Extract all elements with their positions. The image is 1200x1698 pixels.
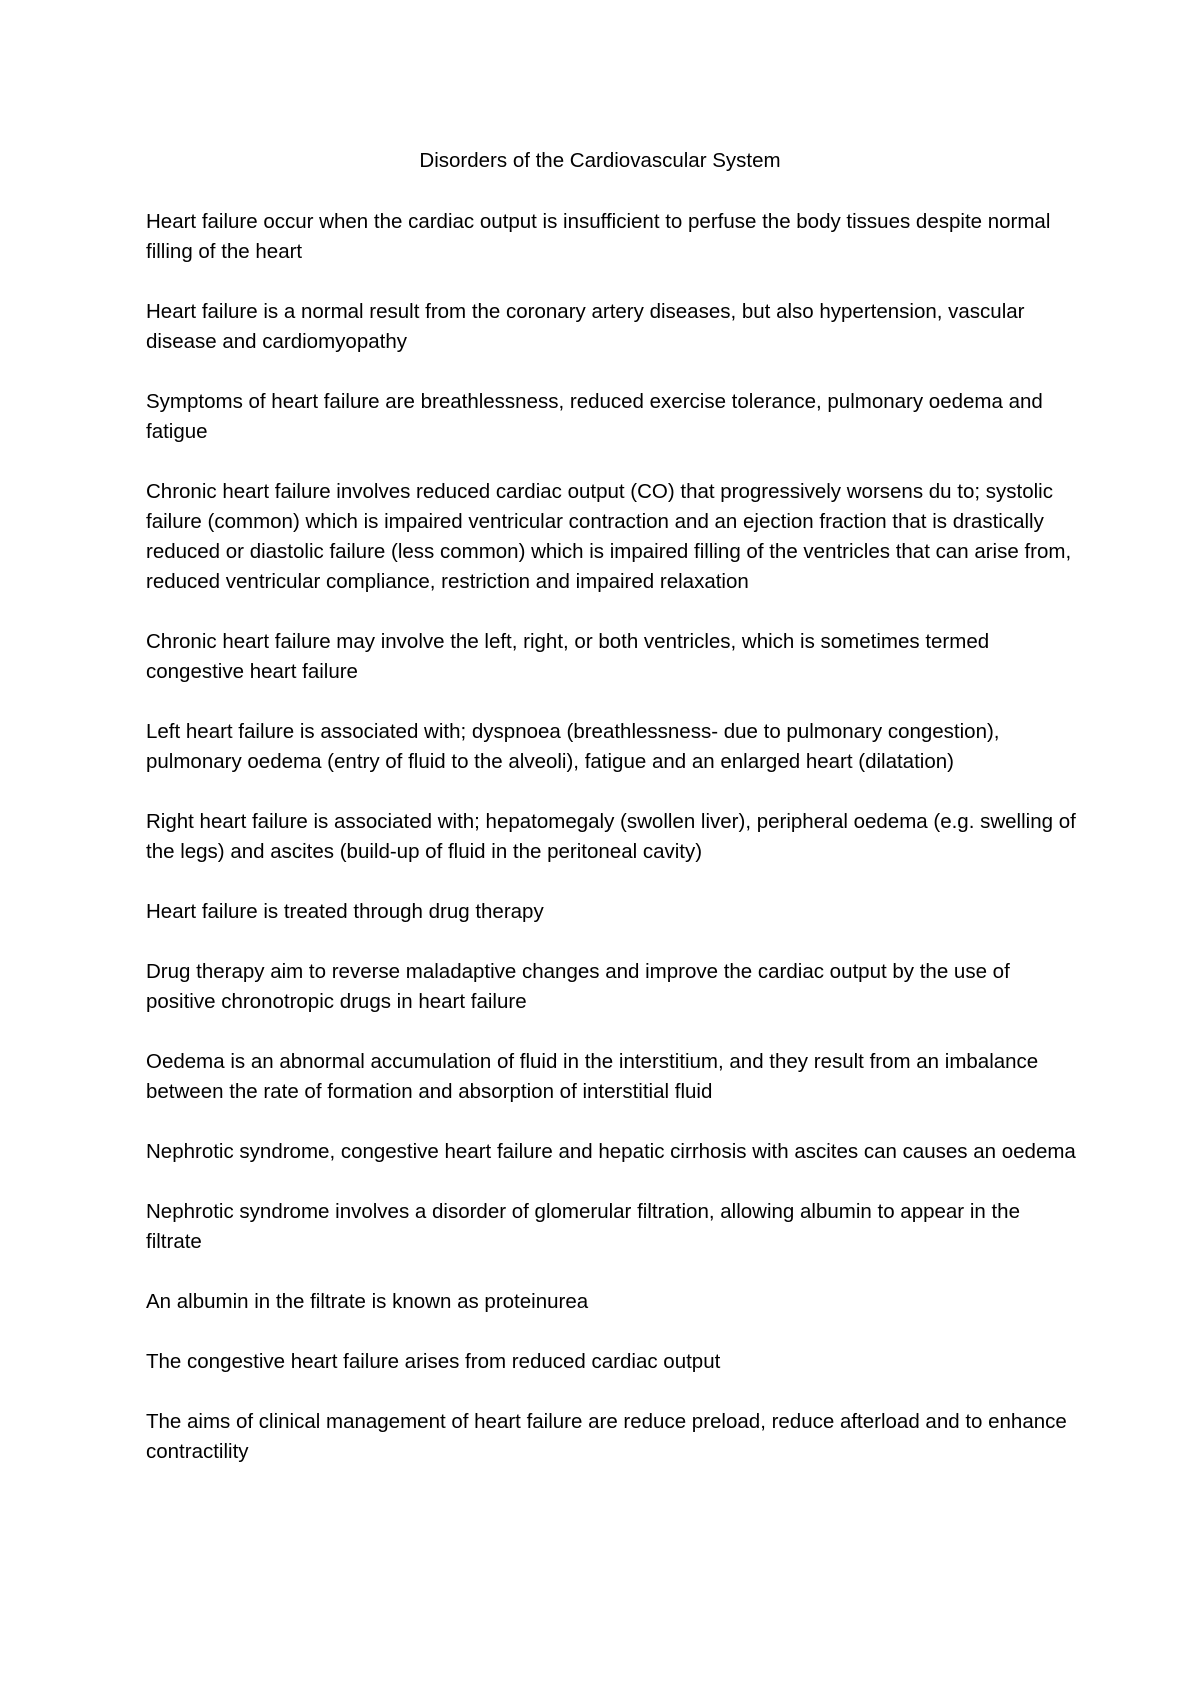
paragraph: Heart failure is treated through drug therapy [146, 900, 544, 923]
paragraph: The congestive heart failure arises from reduced cardiac output [146, 1350, 721, 1373]
paragraph: Drug therapy aim to reverse maladaptive changes and improve the cardiac output by the use of positive chronotropic drugs in heart failure [146, 960, 1010, 1013]
paragraph: Right heart failure is associated with; hepatomegaly (swollen liver), peripheral oedema (e.g. swelling of the legs) and ascites (build-up of fluid in the peritoneal cavity) [146, 810, 1076, 863]
paragraph: The aims of clinical management of heart failure are reduce preload, reduce afterload and to enhance contractility [146, 1410, 1067, 1463]
paragraph: Nephrotic syndrome involves a disorder of glomerular filtration, allowing albumin to appear in the filtrate [146, 1200, 1020, 1253]
paragraph: Heart failure occur when the cardiac output is insufficient to perfuse the body tissues despite normal filling of the heart [146, 210, 1051, 263]
document-body [146, 207, 1076, 1497]
paragraph: Symptoms of heart failure are breathlessness, reduced exercise tolerance, pulmonary oedema and fatigue [146, 390, 1043, 443]
document-title: Disorders of the Cardiovascular System [419, 149, 781, 172]
paragraph: An albumin in the filtrate is known as proteinurea [146, 1290, 589, 1313]
paragraph: Oedema is an abnormal accumulation of fluid in the interstitium, and they result from an imbalance between the rate of formation and absorption of interstitial fluid [146, 1050, 1039, 1103]
paragraph: Heart failure is a normal result from the coronary artery diseases, but also hypertension, vascular disease and cardiomyopathy [146, 300, 1025, 353]
paragraph: Chronic heart failure involves reduced cardiac output (CO) that progressively worsens du to; systolic failure (common) which is impaired ventricular contraction and an ejection fraction that is drastically reduced or diastolic failure (less common) which is impaired filling of the ventricles that can arise from, reduced ventricular compliance, restriction and impaired relaxation [146, 480, 1072, 593]
paragraph: Chronic heart failure may involve the left, right, or both ventricles, which is sometimes termed congestive heart failure [146, 630, 990, 683]
paragraph: Left heart failure is associated with; dyspnoea (breathlessness- due to pulmonary congestion), pulmonary oedema (entry of fluid to the alveoli), fatigue and an enlarged heart (dilatation) [146, 720, 1000, 773]
paragraph: Nephrotic syndrome, congestive heart failure and hepatic cirrhosis with ascites can causes an oedema [146, 1140, 1076, 1163]
